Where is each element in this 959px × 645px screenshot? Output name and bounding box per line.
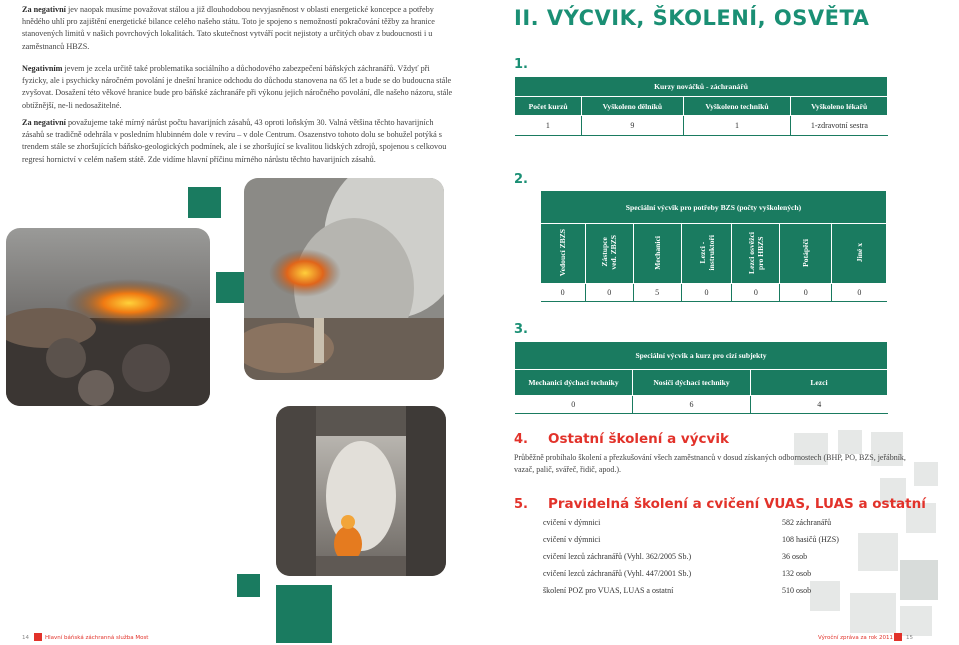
table-header: Počet kurzů [515, 97, 582, 116]
table-header-vertical: Mechanici [633, 224, 681, 284]
table-header-vertical: Lezci - instruktoři [681, 224, 732, 284]
training-row-label: cvičení lezců záchranářů (Vyhl. 362/2005 Sb.) [543, 552, 692, 561]
footer-left-page-number: 14 [22, 635, 29, 641]
table-cell: 1-zdravotní sestra [791, 116, 888, 136]
section-number-3: 3. [514, 322, 528, 337]
training-row-value: 108 hasičů (HZS) [782, 535, 839, 544]
table-cell: 0 [681, 284, 732, 302]
table-header: Mechanici dýchací techniky [515, 370, 633, 396]
footer-right-title: Výroční zpráva za rok 2011 [818, 635, 893, 641]
decor-square [900, 606, 932, 636]
table-header: Vyškoleno lékařů [791, 97, 888, 116]
table-header-vertical: Lezci osvěžci pro HBZS [732, 224, 780, 284]
decor-square [276, 585, 332, 643]
table-header-vertical: Jiné x [832, 224, 887, 284]
section-title: II. VÝCVIK, ŠKOLENÍ, OSVĚTA [514, 6, 870, 30]
decor-square [914, 462, 938, 486]
table-cell: 0 [780, 284, 832, 302]
photo-fire-rubble [6, 228, 210, 406]
table-header: Lezci [751, 370, 888, 396]
section-number-1: 1. [514, 57, 528, 72]
table-header: Vyškoleno dělníků [582, 97, 683, 116]
section-4-text: Průběžně probíhalo školení a přezkušování všech zaměstnanců v dosud získaných odbornostech (BHP, PO, BZS, jeřábník, vazač, palič, svářeč, řidič, apod.). [514, 453, 906, 474]
table-cell: 9 [582, 116, 683, 136]
table-cell: 1 [545, 121, 550, 130]
paragraph-social: Negativním jevem je zcela určitě také problematika sociálního a důchodového zabezpečení báňských záchranářů. Vždyť při fyzicky, ale i psychicky náročném povolání je dnešní hranice odchodu do důchodu stanovena na 65 let a bude se do budoucna stále zvyšovat. Dosažení této věkové hranice bude pro báňské záchranáře při výkonu jejich náročného povolání, dle našeho názoru, stále obtížnější, ne-li nedosažitelné. [22, 64, 453, 110]
training-row-label: cvičení lezců záchranářů (Vyhl. 447/2001 Sb.) [543, 569, 692, 578]
decor-square [237, 574, 260, 597]
table-cell: 0 [732, 284, 780, 302]
table-cell: 0 [560, 288, 565, 297]
footer-marker-right [894, 633, 902, 641]
footer-marker-left [34, 633, 42, 641]
table-cell: 1 [683, 116, 791, 136]
table-cell: 6 [633, 396, 751, 414]
decor-square [850, 593, 896, 633]
table-title: Speciální výcvik pro potřeby BZS (počty vyškolených) [541, 191, 887, 224]
decor-square [810, 581, 840, 611]
decor-square [838, 430, 862, 454]
table-title: Speciální výcvik a kurz pro cizí subjekty [515, 342, 888, 370]
table-header-vertical: Potápěči [780, 224, 832, 284]
decor-square [216, 272, 244, 303]
training-row-value: 510 osob [782, 586, 812, 595]
table-cell: 4 [751, 396, 888, 414]
training-row-label: cvičení v dýmnici [543, 535, 601, 544]
training-row-label: školení POZ pro VUAS, LUAS a ostatní [543, 586, 674, 595]
table-header: Vyškoleno techniků [683, 97, 791, 116]
training-row-value: 582 záchranářů [782, 518, 832, 527]
section-number-2: 2. [514, 172, 528, 187]
training-row-value: 36 osob [782, 552, 808, 561]
training-row-value: 132 osob [782, 569, 812, 578]
decor-square [858, 533, 898, 571]
table-cell: 0 [571, 400, 576, 409]
table-title: Kurzy nováčků - záchranářů [515, 77, 888, 97]
section-number-5: 5. [514, 497, 528, 512]
table-special-training [540, 190, 887, 302]
photo-smoke-fire [244, 178, 444, 380]
table-cell: 5 [633, 284, 681, 302]
footer-right-page-number: 15 [906, 635, 913, 641]
section-4-title: Ostatní školení a výcvik [548, 431, 729, 447]
table-header-vertical: Zástupce ved. ZBZS [585, 224, 633, 284]
paragraph-incidents: Za negativní považujeme také mírný nárůst počtu havarijních zásahů, 43 oproti loňským 30. Valná většina těchto havarijních zásahů se tradičně odehrála v posledním hlubinném dole v revíru – v dole Centrum. Osazenstvo tohoto dolu se bohužel potýká s trendem stále se zhoršujících báňsko-geologických podmínek, ale i se zhoršující se kvalitou lidských zdrojů, spojenou s celkovou regresí hornictví v celém našem státě. Zde vidíme hlavní příčinu mírného nárůstu těchto havarijních zásahů. [22, 118, 447, 164]
left-page [0, 0, 479, 645]
training-row-label: cvičení v dýmnici [543, 518, 601, 527]
decor-square [900, 560, 938, 600]
section-number-4: 4. [514, 432, 528, 447]
table-cell: 0 [832, 284, 887, 302]
table-header-vertical: Vedoucí ZBZS [541, 224, 586, 284]
decor-square [188, 187, 221, 218]
table-header: Nosiči dýchací techniky [633, 370, 751, 396]
paragraph-energy: Za negativní jev naopak musíme považovat stálou a již dlouhodobou nevyjasněnost v oblasti energetické koncepce a potřeby hnědého uhlí pro zajištění energetické bilance celého našeho státu. Toto je spojeno s nemožností pokračování těžby za hranice stanovených limitů v našich povrchových lokalitách. Tato skutečnost vytváří pocit nejistoty a určitých obav z budoucnosti i u zaměstnanců HBZS. [22, 5, 435, 51]
table-novice-courses [514, 76, 888, 136]
photo-tunnel-rescuer [276, 406, 446, 576]
table-cell: 0 [585, 284, 633, 302]
section-5-title: Pravidelná školení a cvičení VUAS, LUAS a ostatní [548, 496, 926, 512]
table-external-training [514, 341, 888, 414]
footer-left-title: Hlavní báňská záchranná služba Most [45, 635, 149, 641]
